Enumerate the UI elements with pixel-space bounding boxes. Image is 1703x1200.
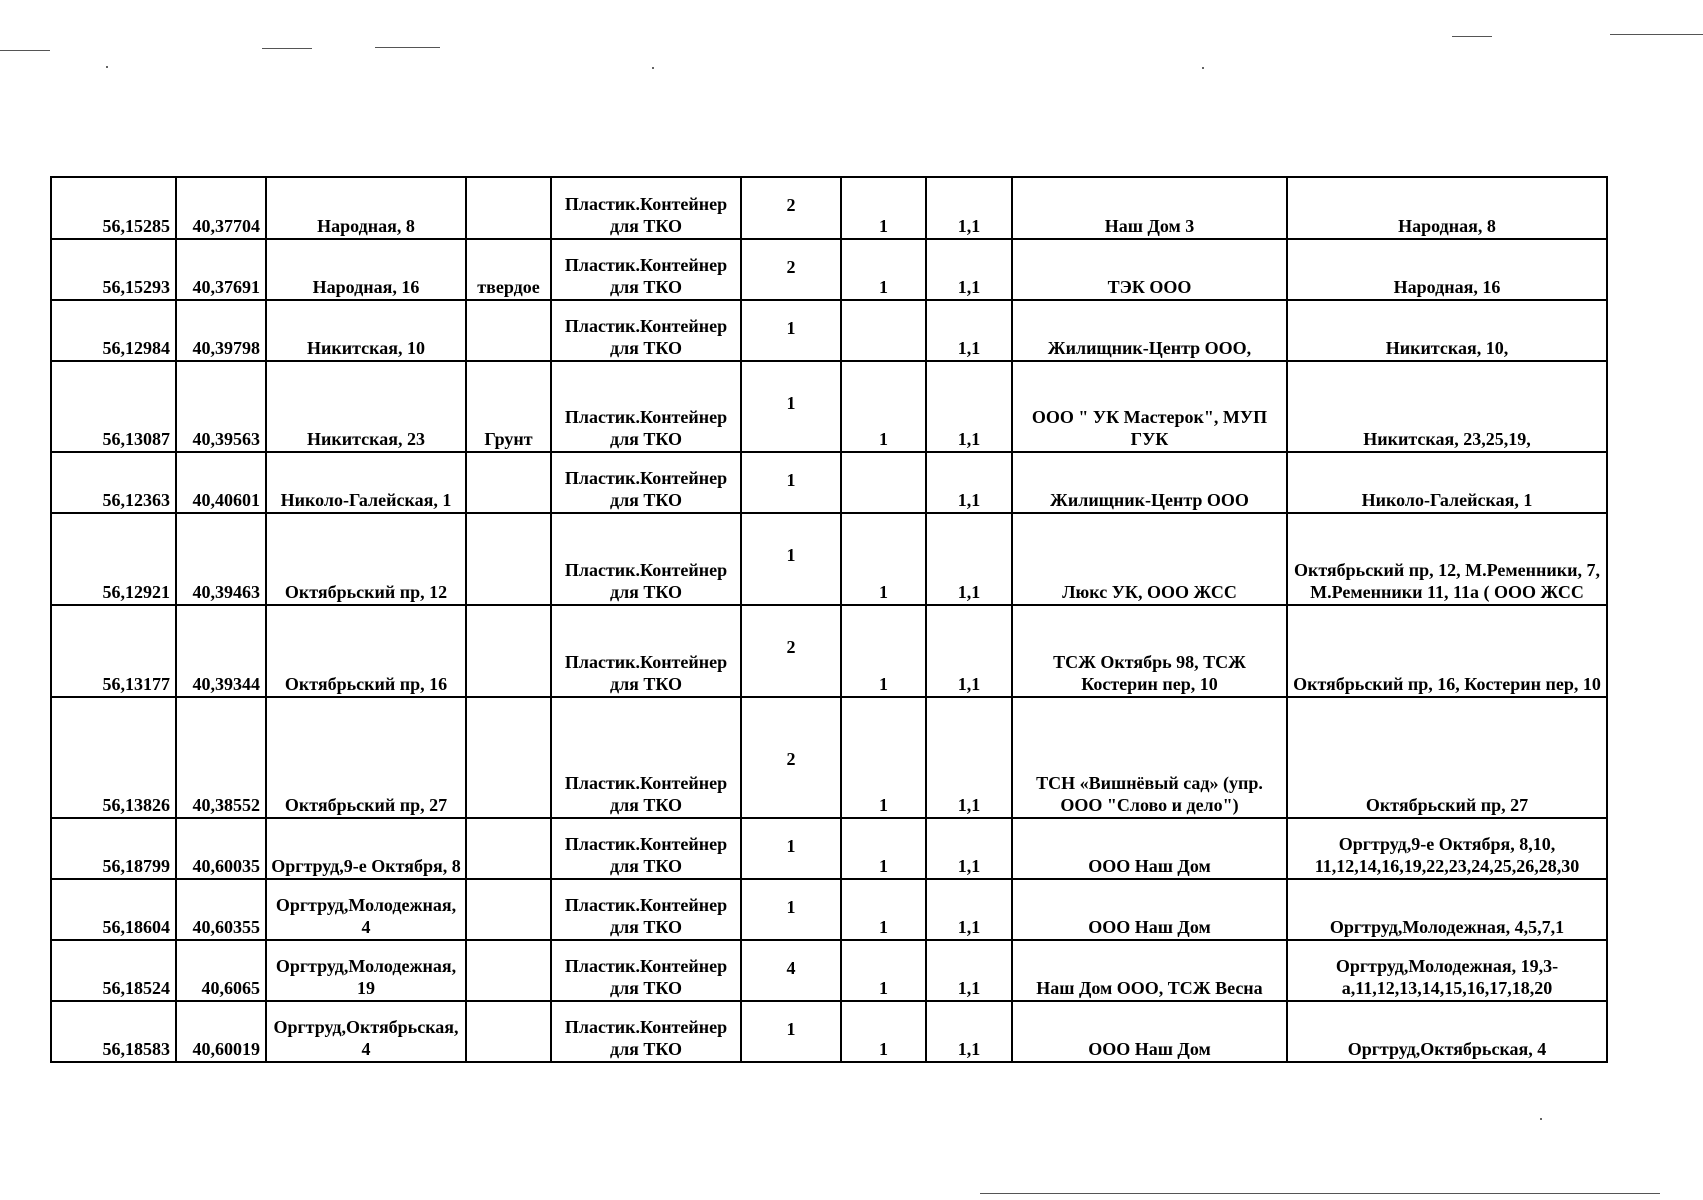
container-count-value: 4 xyxy=(786,958,796,978)
address-cell: Николо-Галейская, 1 xyxy=(266,452,466,513)
longitude-cell: 40,39344 xyxy=(176,605,266,697)
table-row xyxy=(51,818,1607,879)
longitude-cell: 40,60355 xyxy=(176,879,266,940)
served-addresses-cell: Октябрьский пр, 27 xyxy=(1287,697,1607,818)
planned-count-cell: 1 xyxy=(841,361,926,452)
surface-type-cell xyxy=(466,1001,551,1062)
container-count-value: 2 xyxy=(786,257,796,277)
operator-cell: ТЭК ООО xyxy=(1012,239,1287,300)
container-type-cell: Пластик.Контейнер для ТКО xyxy=(551,513,741,605)
scan-artifact-dot xyxy=(106,66,108,68)
surface-type-cell xyxy=(466,513,551,605)
container-type-cell: Пластик.Контейнер для ТКО xyxy=(551,452,741,513)
address-cell: Никитская, 10 xyxy=(266,300,466,361)
planned-count-cell: 1 xyxy=(841,605,926,697)
planned-count-cell: 1 xyxy=(841,879,926,940)
container-count-value: 1 xyxy=(786,836,796,856)
container-volume-cell: 1,1 xyxy=(926,697,1012,818)
container-count-cell xyxy=(741,513,841,605)
address-cell: Никитская, 23 xyxy=(266,361,466,452)
scan-artifact-line xyxy=(375,47,440,48)
container-type-cell: Пластик.Контейнер для ТКО xyxy=(551,940,741,1001)
table-row xyxy=(51,300,1607,361)
surface-type-cell: Грунт xyxy=(466,361,551,452)
planned-count-cell xyxy=(841,300,926,361)
address-cell: Оргтруд,Октябрьская, 4 xyxy=(266,1001,466,1062)
table-row xyxy=(51,940,1607,1001)
container-count-cell xyxy=(741,177,841,239)
planned-count-cell: 1 xyxy=(841,940,926,1001)
table-row xyxy=(51,452,1607,513)
latitude-cell: 56,15293 xyxy=(51,239,176,300)
served-addresses-cell: Народная, 16 xyxy=(1287,239,1607,300)
container-type-cell: Пластик.Контейнер для ТКО xyxy=(551,239,741,300)
container-type-cell: Пластик.Контейнер для ТКО xyxy=(551,1001,741,1062)
longitude-cell: 40,40601 xyxy=(176,452,266,513)
container-volume-cell: 1,1 xyxy=(926,940,1012,1001)
container-count-cell xyxy=(741,239,841,300)
longitude-cell: 40,37691 xyxy=(176,239,266,300)
scan-artifact-dot xyxy=(1202,67,1204,69)
table-row xyxy=(51,697,1607,818)
planned-count-cell: 1 xyxy=(841,177,926,239)
latitude-cell: 56,15285 xyxy=(51,177,176,239)
table-body xyxy=(51,177,1607,1062)
served-addresses-cell: Народная, 8 xyxy=(1287,177,1607,239)
container-count-cell xyxy=(741,300,841,361)
table-row xyxy=(51,879,1607,940)
container-count-cell xyxy=(741,361,841,452)
served-addresses-cell: Оргтруд,Молодежная, 19,3-а,11,12,13,14,15,16,17,18,20 xyxy=(1287,940,1607,1001)
container-volume-cell: 1,1 xyxy=(926,177,1012,239)
operator-cell: ООО Наш Дом xyxy=(1012,818,1287,879)
container-count-cell xyxy=(741,1001,841,1062)
table-row xyxy=(51,239,1607,300)
operator-cell: Люкс УК, ООО ЖСС xyxy=(1012,513,1287,605)
served-addresses-cell: Октябрьский пр, 12, М.Ременники, 7, М.Ременники 11, 11а ( ООО ЖСС xyxy=(1287,513,1607,605)
operator-cell: ТСЖ Октябрь 98, ТСЖ Костерин пер, 10 xyxy=(1012,605,1287,697)
address-cell: Народная, 8 xyxy=(266,177,466,239)
container-count-cell xyxy=(741,452,841,513)
served-addresses-cell: Никитская, 10, xyxy=(1287,300,1607,361)
surface-type-cell xyxy=(466,940,551,1001)
scan-artifact-line xyxy=(262,48,312,49)
operator-cell: Жилищник-Центр ООО xyxy=(1012,452,1287,513)
table-row xyxy=(51,1001,1607,1062)
latitude-cell: 56,18604 xyxy=(51,879,176,940)
surface-type-cell xyxy=(466,697,551,818)
container-count-value: 1 xyxy=(786,897,796,917)
container-count-value: 2 xyxy=(786,637,796,657)
served-addresses-cell: Октябрьский пр, 16, Костерин пер, 10 xyxy=(1287,605,1607,697)
longitude-cell: 40,39463 xyxy=(176,513,266,605)
operator-cell: Наш Дом ООО, ТСЖ Весна xyxy=(1012,940,1287,1001)
latitude-cell: 56,12363 xyxy=(51,452,176,513)
longitude-cell: 40,6065 xyxy=(176,940,266,1001)
longitude-cell: 40,39798 xyxy=(176,300,266,361)
container-count-value: 1 xyxy=(786,1019,796,1039)
surface-type-cell xyxy=(466,605,551,697)
container-volume-cell: 1,1 xyxy=(926,818,1012,879)
surface-type-cell: твердое xyxy=(466,239,551,300)
served-addresses-cell: Оргтруд,9-е Октября, 8,10, 11,12,14,16,19,22,23,24,25,26,28,30 xyxy=(1287,818,1607,879)
scan-artifact-dot xyxy=(652,67,654,69)
scan-artifact-line xyxy=(980,1193,1660,1194)
container-count-cell xyxy=(741,697,841,818)
table-row xyxy=(51,361,1607,452)
planned-count-cell xyxy=(841,452,926,513)
latitude-cell: 56,18583 xyxy=(51,1001,176,1062)
container-count-value: 2 xyxy=(786,749,796,769)
planned-count-cell: 1 xyxy=(841,1001,926,1062)
container-count-value: 1 xyxy=(786,545,796,565)
container-volume-cell: 1,1 xyxy=(926,605,1012,697)
latitude-cell: 56,13826 xyxy=(51,697,176,818)
container-type-cell: Пластик.Контейнер для ТКО xyxy=(551,697,741,818)
planned-count-cell: 1 xyxy=(841,513,926,605)
served-addresses-cell: Николо-Галейская, 1 xyxy=(1287,452,1607,513)
address-cell: Октябрьский пр, 16 xyxy=(266,605,466,697)
address-cell: Оргтруд,Молодежная, 19 xyxy=(266,940,466,1001)
latitude-cell: 56,18524 xyxy=(51,940,176,1001)
table-row xyxy=(51,177,1607,239)
operator-cell: ООО Наш Дом xyxy=(1012,1001,1287,1062)
table-row xyxy=(51,605,1607,697)
container-volume-cell: 1,1 xyxy=(926,879,1012,940)
operator-cell: ООО " УК Мастерок", МУП ГУК xyxy=(1012,361,1287,452)
longitude-cell: 40,38552 xyxy=(176,697,266,818)
address-cell: Оргтруд,9-е Октября, 8 xyxy=(266,818,466,879)
container-volume-cell: 1,1 xyxy=(926,300,1012,361)
container-count-cell xyxy=(741,818,841,879)
container-volume-cell: 1,1 xyxy=(926,452,1012,513)
operator-cell: Жилищник-Центр ООО, xyxy=(1012,300,1287,361)
operator-cell: ТСН «Вишнёвый сад» (упр. ООО "Слово и дело") xyxy=(1012,697,1287,818)
waste-sites-table xyxy=(50,176,1608,1063)
scan-artifact-line xyxy=(1452,36,1492,37)
container-type-cell: Пластик.Контейнер для ТКО xyxy=(551,605,741,697)
latitude-cell: 56,12921 xyxy=(51,513,176,605)
container-count-value: 1 xyxy=(786,470,796,490)
operator-cell: ООО Наш Дом xyxy=(1012,879,1287,940)
container-count-value: 1 xyxy=(786,318,796,338)
address-cell: Народная, 16 xyxy=(266,239,466,300)
container-count-value: 1 xyxy=(786,393,796,413)
served-addresses-cell: Никитская, 23,25,19, xyxy=(1287,361,1607,452)
container-count-cell xyxy=(741,940,841,1001)
container-volume-cell: 1,1 xyxy=(926,361,1012,452)
container-type-cell: Пластик.Контейнер для ТКО xyxy=(551,818,741,879)
planned-count-cell: 1 xyxy=(841,818,926,879)
surface-type-cell xyxy=(466,452,551,513)
container-type-cell: Пластик.Контейнер для ТКО xyxy=(551,361,741,452)
surface-type-cell xyxy=(466,879,551,940)
latitude-cell: 56,12984 xyxy=(51,300,176,361)
container-volume-cell: 1,1 xyxy=(926,1001,1012,1062)
planned-count-cell: 1 xyxy=(841,239,926,300)
longitude-cell: 40,60035 xyxy=(176,818,266,879)
served-addresses-cell: Оргтруд,Молодежная, 4,5,7,1 xyxy=(1287,879,1607,940)
table-row xyxy=(51,513,1607,605)
container-type-cell: Пластик.Контейнер для ТКО xyxy=(551,177,741,239)
address-cell: Оргтруд,Молодежная, 4 xyxy=(266,879,466,940)
surface-type-cell xyxy=(466,177,551,239)
latitude-cell: 56,13177 xyxy=(51,605,176,697)
longitude-cell: 40,60019 xyxy=(176,1001,266,1062)
surface-type-cell xyxy=(466,818,551,879)
surface-type-cell xyxy=(466,300,551,361)
container-type-cell: Пластик.Контейнер для ТКО xyxy=(551,879,741,940)
served-addresses-cell: Оргтруд,Октябрьская, 4 xyxy=(1287,1001,1607,1062)
container-count-value: 2 xyxy=(786,195,796,215)
address-cell: Октябрьский пр, 12 xyxy=(266,513,466,605)
planned-count-cell: 1 xyxy=(841,697,926,818)
container-count-cell xyxy=(741,879,841,940)
scan-artifact-line xyxy=(0,50,50,51)
scan-artifact-line xyxy=(1610,34,1703,35)
container-volume-cell: 1,1 xyxy=(926,239,1012,300)
container-volume-cell: 1,1 xyxy=(926,513,1012,605)
container-count-cell xyxy=(741,605,841,697)
latitude-cell: 56,13087 xyxy=(51,361,176,452)
longitude-cell: 40,37704 xyxy=(176,177,266,239)
operator-cell: Наш Дом 3 xyxy=(1012,177,1287,239)
scan-artifact-dot xyxy=(1540,1118,1542,1120)
longitude-cell: 40,39563 xyxy=(176,361,266,452)
latitude-cell: 56,18799 xyxy=(51,818,176,879)
address-cell: Октябрьский пр, 27 xyxy=(266,697,466,818)
container-type-cell: Пластик.Контейнер для ТКО xyxy=(551,300,741,361)
